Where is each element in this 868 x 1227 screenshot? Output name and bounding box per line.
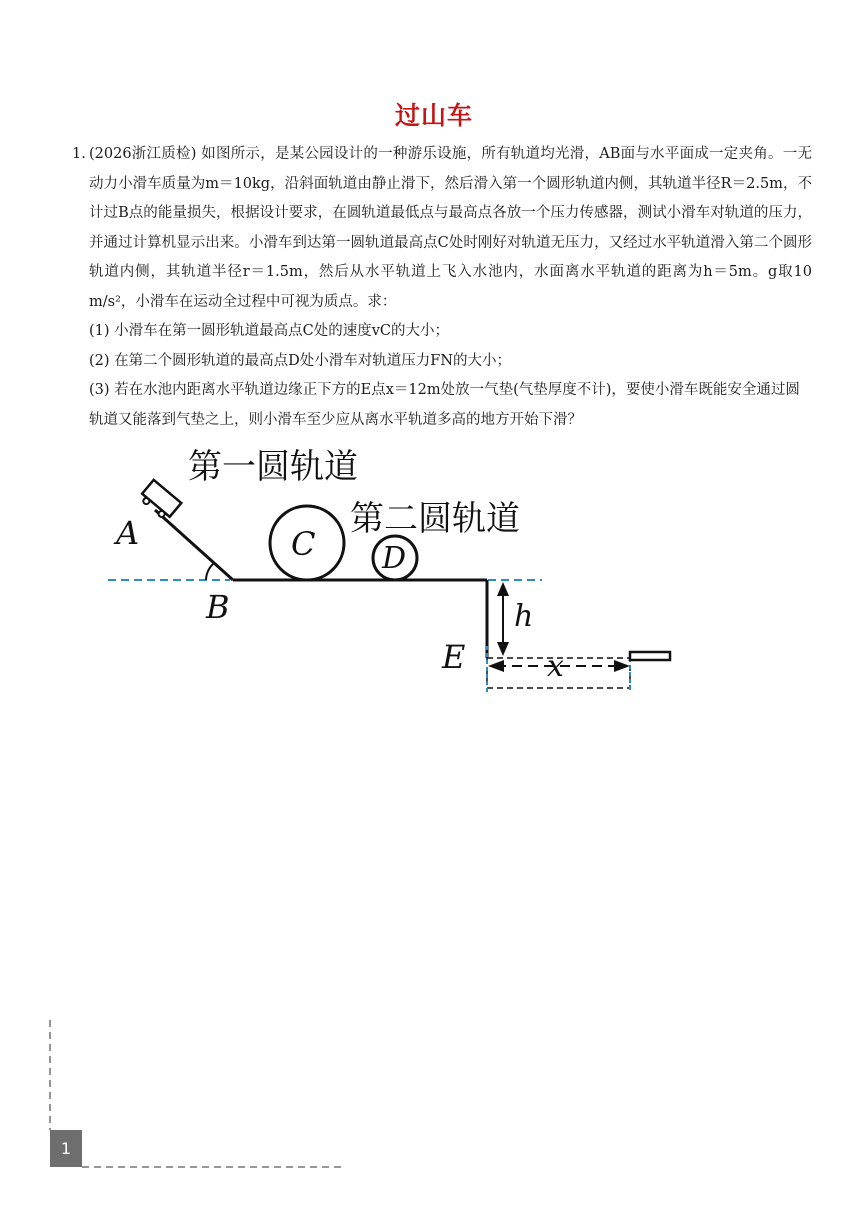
problem-number: 1. xyxy=(72,146,86,162)
label-point-a: A xyxy=(116,514,140,552)
page-footer xyxy=(0,1020,400,1220)
x-arrow-head-right xyxy=(614,660,630,672)
landing-pad xyxy=(630,652,670,660)
roller-coaster-figure xyxy=(100,434,700,699)
incline-ab xyxy=(155,510,233,580)
angle-arc xyxy=(206,563,214,580)
problem-statement: (2026浙江质检) 如图所示，是某公园设计的一种游乐设施，所有轨道均光滑，AB面与水平面成一定夹角。一无动力小滑车质量为m＝10kg，沿斜面轨道由静止滑下，然后滑入第一个圆形轨道内侧，其轨道半径R＝2.5m，不计过B点的能量损失，根据设计要求，在圆轨道最低点与最高点各放一个压力传感器，测试小滑车对轨道的压力，并通过计算机显示出来。小滑车到达第一圆轨道最高点C处时刚好对轨道无压力，又经过水平轨道滑入第二个圆形轨道内侧，其轨道半径r＝1.5m，然后从水平轨道上飞入水池内，水面离水平轨道的距离为h＝5m。g取10 m/s²，小滑车在运动全过程中可视为质点。求： xyxy=(89,146,812,310)
label-second-loop: 第二圆轨道 xyxy=(350,499,520,539)
question-2: (2) 在第二个圆形轨道的最高点D处小滑车对轨道压力FN的大小； xyxy=(89,352,512,369)
label-point-c: C xyxy=(291,525,316,563)
cart xyxy=(138,480,181,522)
h-arrow-head-top xyxy=(497,582,509,596)
question-3: (3) 若在水池内距离水平轨道边缘正下方的E点x＝12m处放一气垫(气垫厚度不计)，要使小滑车既能安全通过圆轨道又能落到气垫之上，则小滑车至少应从离水平轨道多高的地方开始下滑？ xyxy=(89,382,800,428)
page-number: 1 xyxy=(60,1139,72,1158)
label-h: h xyxy=(514,599,534,634)
label-x: x xyxy=(547,649,564,684)
problem-1 xyxy=(72,140,812,435)
h-arrow-head-bottom xyxy=(497,642,509,656)
label-point-b: B xyxy=(206,588,230,626)
page-title: 过山车 xyxy=(394,101,473,130)
x-arrow-head-left xyxy=(488,660,504,672)
label-first-loop: 第一圆轨道 xyxy=(188,447,358,487)
label-point-d: D xyxy=(382,541,407,576)
label-point-e: E xyxy=(442,638,466,676)
question-1: (1) 小滑车在第一圆形轨道最高点C处的速度vC的大小； xyxy=(89,323,450,339)
